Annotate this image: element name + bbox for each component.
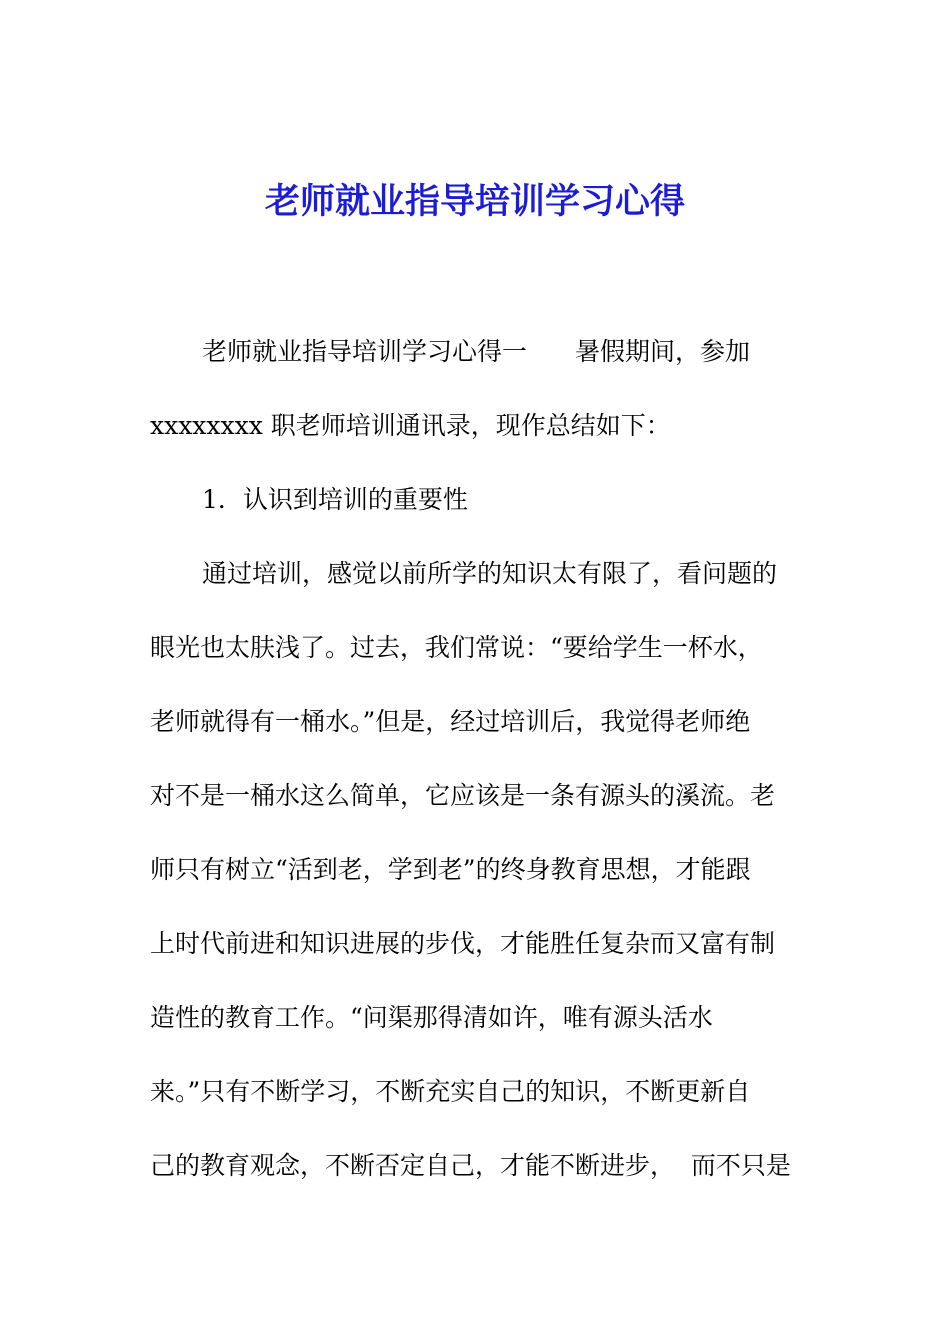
document-title: 老师就业指导培训学习心得 [264, 181, 685, 222]
paragraph-line: 来。”只有不断学习，不断充实自己的知识，不断更新自 [150, 1077, 751, 1106]
paragraph-line: 老师就得有一桶水。”但是，经过培训后，我觉得老师绝 [150, 707, 751, 736]
intro-start: 暑假期间，参加 [575, 337, 751, 366]
paragraph-line: 对不是一桶水这么简单，它应该是一条有源头的溪流。老 [150, 781, 776, 810]
paragraph-line: 师只有树立“活到老，学到老”的终身教育思想，才能跟 [150, 855, 751, 884]
intro-line [202, 329, 882, 375]
paragraph-line: 造性的教育工作。“问渠那得清如许，唯有源头活水 [150, 1003, 713, 1032]
paragraph-line: 通过培训，感觉以前所学的知识太有限了，看问题的 [202, 559, 778, 588]
intro-heading: 老师就业指导培训学习心得一 [202, 337, 528, 366]
paragraph-line: 眼光也太肤浅了。过去，我们常说：“要给学生一杯水， [150, 633, 763, 662]
paragraph-line: 己的教育观念，不断否定自己，才能不断进步， 而不只是 [150, 1151, 791, 1180]
section-heading: 1．认识到培训的重要性 [202, 485, 468, 514]
paragraph-line: 上时代前进和知识进展的步伐，才能胜任复杂而又富有制 [150, 929, 776, 958]
intro-continuation: xxxxxxxx 职老师培训通讯录，现作总结如下： [150, 411, 671, 440]
